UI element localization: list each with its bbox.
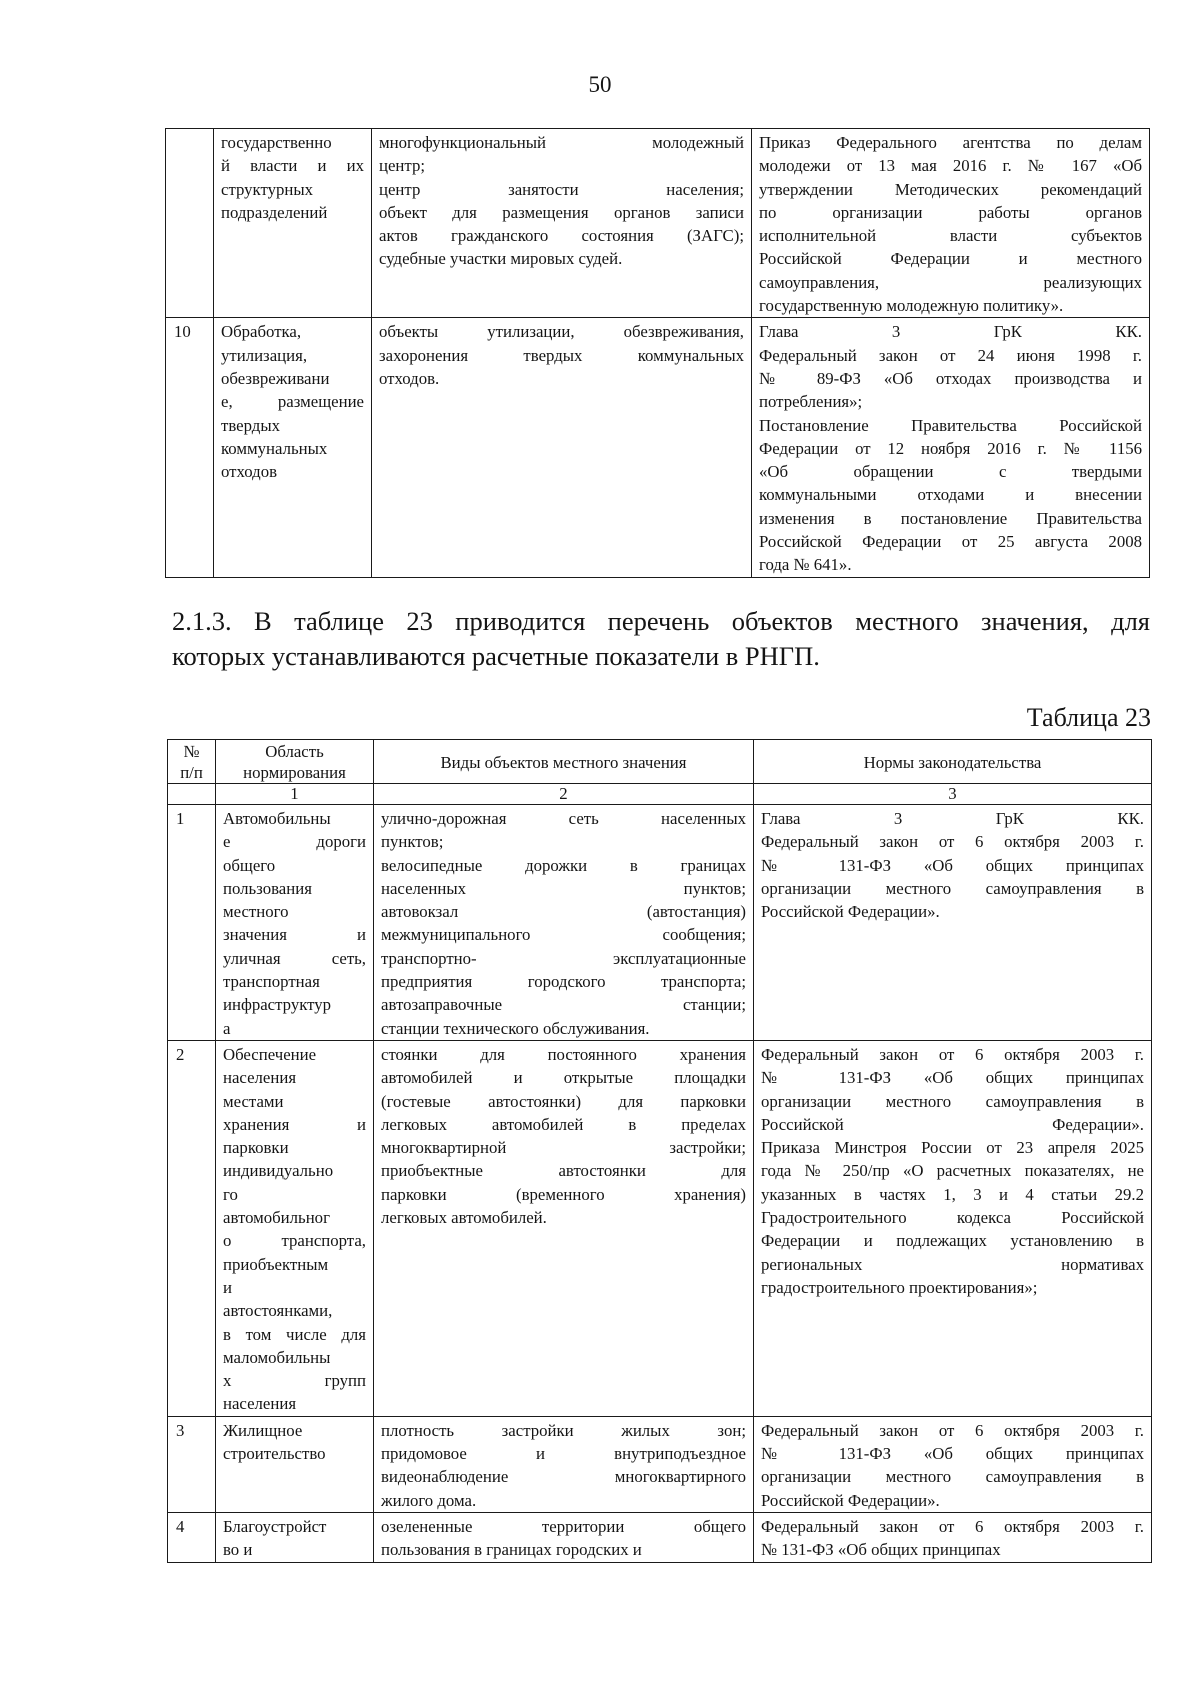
text-line: по организации работы органов [759,202,1142,222]
text-line: изменения в постановление Правительства [759,508,1142,528]
text-line: Федеральный закон от 24 июня 1998 г. [759,345,1142,365]
text-line: подразделений [221,202,328,222]
continuation-table [165,128,1150,578]
table-caption: Таблица 23 [1026,703,1151,732]
text-line: уличная сеть, [223,948,366,968]
text-line: х групп [223,1371,366,1391]
regulation-area-cell [214,129,372,318]
text-line: судебные участки мировых судей. [379,249,623,269]
text-line: № 131-ФЗ «Об общих принципах [761,1444,1144,1464]
text-line: местами [223,1091,284,1111]
legislation-cell [754,1512,1152,1562]
text-line: станции технического обслуживания. [381,1018,650,1038]
text-line: Федеральный закон от 6 октября 2003 г. [761,1420,1144,1440]
text-line: значения и [223,925,366,945]
text-line: приобъектным [223,1254,329,1274]
text-line: Российской Федерации». [761,902,940,922]
text-line: е дороги [223,832,366,852]
text-line: № [183,742,200,761]
text-line: автостоянками, [223,1301,333,1321]
text-line: Постановление Правительства Российской [759,415,1142,435]
text-line: Российской Федерации». [761,1490,940,1510]
text-line: Федеральный закон от 6 октября 2003 г. [761,1044,1144,1064]
text-line: захоронения твердых коммунальных [379,345,744,365]
text-line: объекты утилизации, обезвреживания, [379,322,744,342]
text-line: региональных нормативах [761,1254,1144,1274]
text-line: во и [223,1540,253,1560]
text-line: организации местного самоуправления в [761,878,1144,898]
text-line: пунктов; [381,832,444,852]
text-line: многофункциональный молодежный [379,133,744,152]
text-line: центр; [379,156,426,176]
text-line: которых устанавливаются расчетные показатели в РНГП. [172,641,820,671]
text-line: коммунальными отходами и внесении [759,485,1142,505]
text-line: улично-дорожная сеть населенных [381,809,746,828]
text-line: й власти и их [221,156,364,176]
text-line: твердых [221,415,280,435]
object-types-cell [372,129,752,318]
legislation-cell [752,318,1150,577]
table-row [168,1416,1152,1512]
text-line: жилого дома. [381,1490,477,1510]
text-line: приобъектные автостоянки для [381,1161,746,1181]
text-line: 2.1.3. В таблице 23 приводится перечень объектов местного значения, для [172,606,1150,636]
text-line: указанных в частях 1, 3 и 4 статьи 29.2 [761,1184,1144,1204]
text-line: государственно [221,133,332,152]
text-line: объект для размещения органов записи [379,202,744,222]
text-line: отходов. [379,368,440,388]
text-line: Российской Федерации». [761,1114,1144,1134]
text-line: межмуниципального сообщения; [381,925,746,945]
text-line: озелененные территории общего [381,1516,746,1536]
table-header-row [168,740,1152,784]
regulation-area-cell [216,1512,374,1562]
table-row [166,129,1150,318]
text-line: легковых автомобилей в пределах [381,1114,746,1134]
legislation-cell [754,1040,1152,1416]
text-line: исполнительной власти субъектов [759,226,1142,246]
legislation-cell [754,805,1152,1041]
text-line: структурных [221,179,314,199]
object-types-cell [374,1040,754,1416]
header-number [168,740,216,784]
column-index-blank [168,784,216,805]
text-line: стоянки для постоянного хранения [381,1044,746,1064]
text-line: Федеральный закон от 6 октября 2003 г. [761,832,1144,852]
text-line: государственную молодежную политику». [759,296,1064,316]
text-line: автомобилей и открытые площадки [381,1068,746,1088]
text-line: легковых автомобилей. [381,1208,547,1228]
text-line: организации местного самоуправления в [761,1091,1144,1111]
text-line: плотность застройки жилых зон; [381,1420,746,1440]
text-line: отходов [221,462,278,482]
text-line: № 131-ФЗ «Об общих принципах [761,855,1144,875]
text-line: Федерации и подлежащих установлению в [761,1231,1144,1251]
text-line: года № 250/пр «О расчетных показателях, не [761,1161,1144,1181]
section-paragraph [172,604,1150,674]
table-row [168,1512,1152,1562]
text-line: пользования в границах городских и [381,1540,642,1560]
header-objects: Виды объектов местного значения [374,740,754,784]
text-line: организации местного самоуправления в [761,1467,1144,1487]
text-line: № 131-ФЗ «Об общих принципах [761,1540,1001,1560]
text-line: е, размещение [221,392,364,412]
text-line: автозаправочные станции; [381,995,746,1015]
table-23 [167,739,1152,1563]
text-line: транспортная [223,972,320,992]
row-number [166,129,214,318]
page-number: 50 [588,72,612,97]
text-line: о транспорта, [223,1231,366,1251]
text-line: Область [265,742,324,761]
text-line: транспортно- эксплуатационные [381,948,746,968]
text-line: обезвреживани [221,368,330,388]
text-line: автовокзал (автостанция) [381,902,746,922]
text-line: населенных пунктов; [381,878,746,898]
object-types-cell [372,318,752,577]
text-line: строительство [223,1444,326,1464]
text-line: (гостевые автостоянки) для парковки [381,1091,746,1111]
text-line: потребления»; [759,392,863,412]
row-number: 10 [166,318,214,577]
text-line: а [223,1018,231,1038]
text-line: актов гражданского состояния (ЗАГС); [379,226,744,246]
text-line: пользования [223,878,312,898]
text-line: № 89-ФЗ «Об отходах производства и [759,368,1142,388]
text-line: Глава 3 ГрК КК. [759,322,1142,342]
text-line: Глава 3 ГрК КК. [761,809,1144,828]
text-line: самоуправления, реализующих [759,272,1142,292]
row-number: 3 [168,1416,216,1512]
text-line: Приказ Федерального агентства по делам [759,133,1142,152]
text-line: велосипедные дорожки в границах [381,855,746,875]
regulation-area-cell [216,1040,374,1416]
text-line: автомобильног [223,1208,330,1228]
text-line: Обеспечение [223,1044,317,1064]
text-line: № 131-ФЗ «Об общих принципах [761,1068,1144,1088]
text-line: Федерации от 12 ноября 2016 г. № 1156 [759,438,1142,458]
regulation-area-cell [216,805,374,1041]
text-line: маломобильны [223,1347,331,1367]
object-types-cell [374,1416,754,1512]
text-line: предприятия городского транспорта; [381,972,746,992]
text-line: и [223,1277,232,1297]
text-line: многоквартирной застройки; [381,1138,746,1158]
object-types-cell [374,805,754,1041]
text-line: местного [223,902,289,922]
text-line: придомовое и внутриподъездное [381,1444,746,1464]
text-line: Приказа Минстроя России от 23 апреля 2025 [761,1138,1144,1158]
text-line: утилизация, [221,345,308,365]
text-line: парковки (временного хранения) [381,1184,746,1204]
text-line: видеонаблюдение многоквартирного [381,1467,746,1487]
text-line: населения [223,1394,297,1414]
column-index: 1 [216,784,374,805]
column-index-row [168,784,1152,805]
text-line: индивидуально [223,1161,334,1181]
legislation-cell [752,129,1150,318]
text-line: градостроительного проектирования»; [761,1277,1038,1297]
text-line: Жилищное [223,1420,303,1440]
text-line: Российской Федерации и местного [759,249,1142,269]
row-number: 2 [168,1040,216,1416]
text-line: Градостроительного кодекса Российской [761,1208,1144,1228]
text-line: «Об обращении с твердыми [759,462,1142,482]
column-index: 3 [754,784,1152,805]
text-line: нормирования [243,763,346,782]
text-line: молодежи от 13 мая 2016 г. № 167 «Об [759,156,1142,176]
table-row [168,805,1152,1041]
text-line: го [223,1184,238,1204]
header-area [216,740,374,784]
text-line: в том числе для [223,1324,366,1344]
text-line: населения [223,1068,297,1088]
text-line: инфраструктур [223,995,332,1015]
text-line: Автомобильны [223,809,331,828]
text-line: коммунальных [221,438,328,458]
regulation-area-cell [214,318,372,577]
text-line: парковки [223,1138,289,1158]
text-line: года № 641». [759,555,852,575]
table-row [168,1040,1152,1416]
object-types-cell [374,1512,754,1562]
text-line: хранения и [223,1114,366,1134]
regulation-area-cell [216,1416,374,1512]
text-line: утверждении Методических рекомендаций [759,179,1142,199]
text-line: центр занятости населения; [379,179,744,199]
text-line: Обработка, [221,322,302,342]
text-line: п/п [180,763,203,782]
row-number: 1 [168,805,216,1041]
text-line: Федеральный закон от 6 октября 2003 г. [761,1516,1144,1536]
text-line: общего [223,855,276,875]
text-line: Благоустройст [223,1516,327,1536]
header-laws: Нормы законодательства [754,740,1152,784]
table-row [166,318,1150,577]
legislation-cell [754,1416,1152,1512]
column-index: 2 [374,784,754,805]
text-line: Российской Федерации от 25 августа 2008 [759,532,1142,552]
row-number: 4 [168,1512,216,1562]
